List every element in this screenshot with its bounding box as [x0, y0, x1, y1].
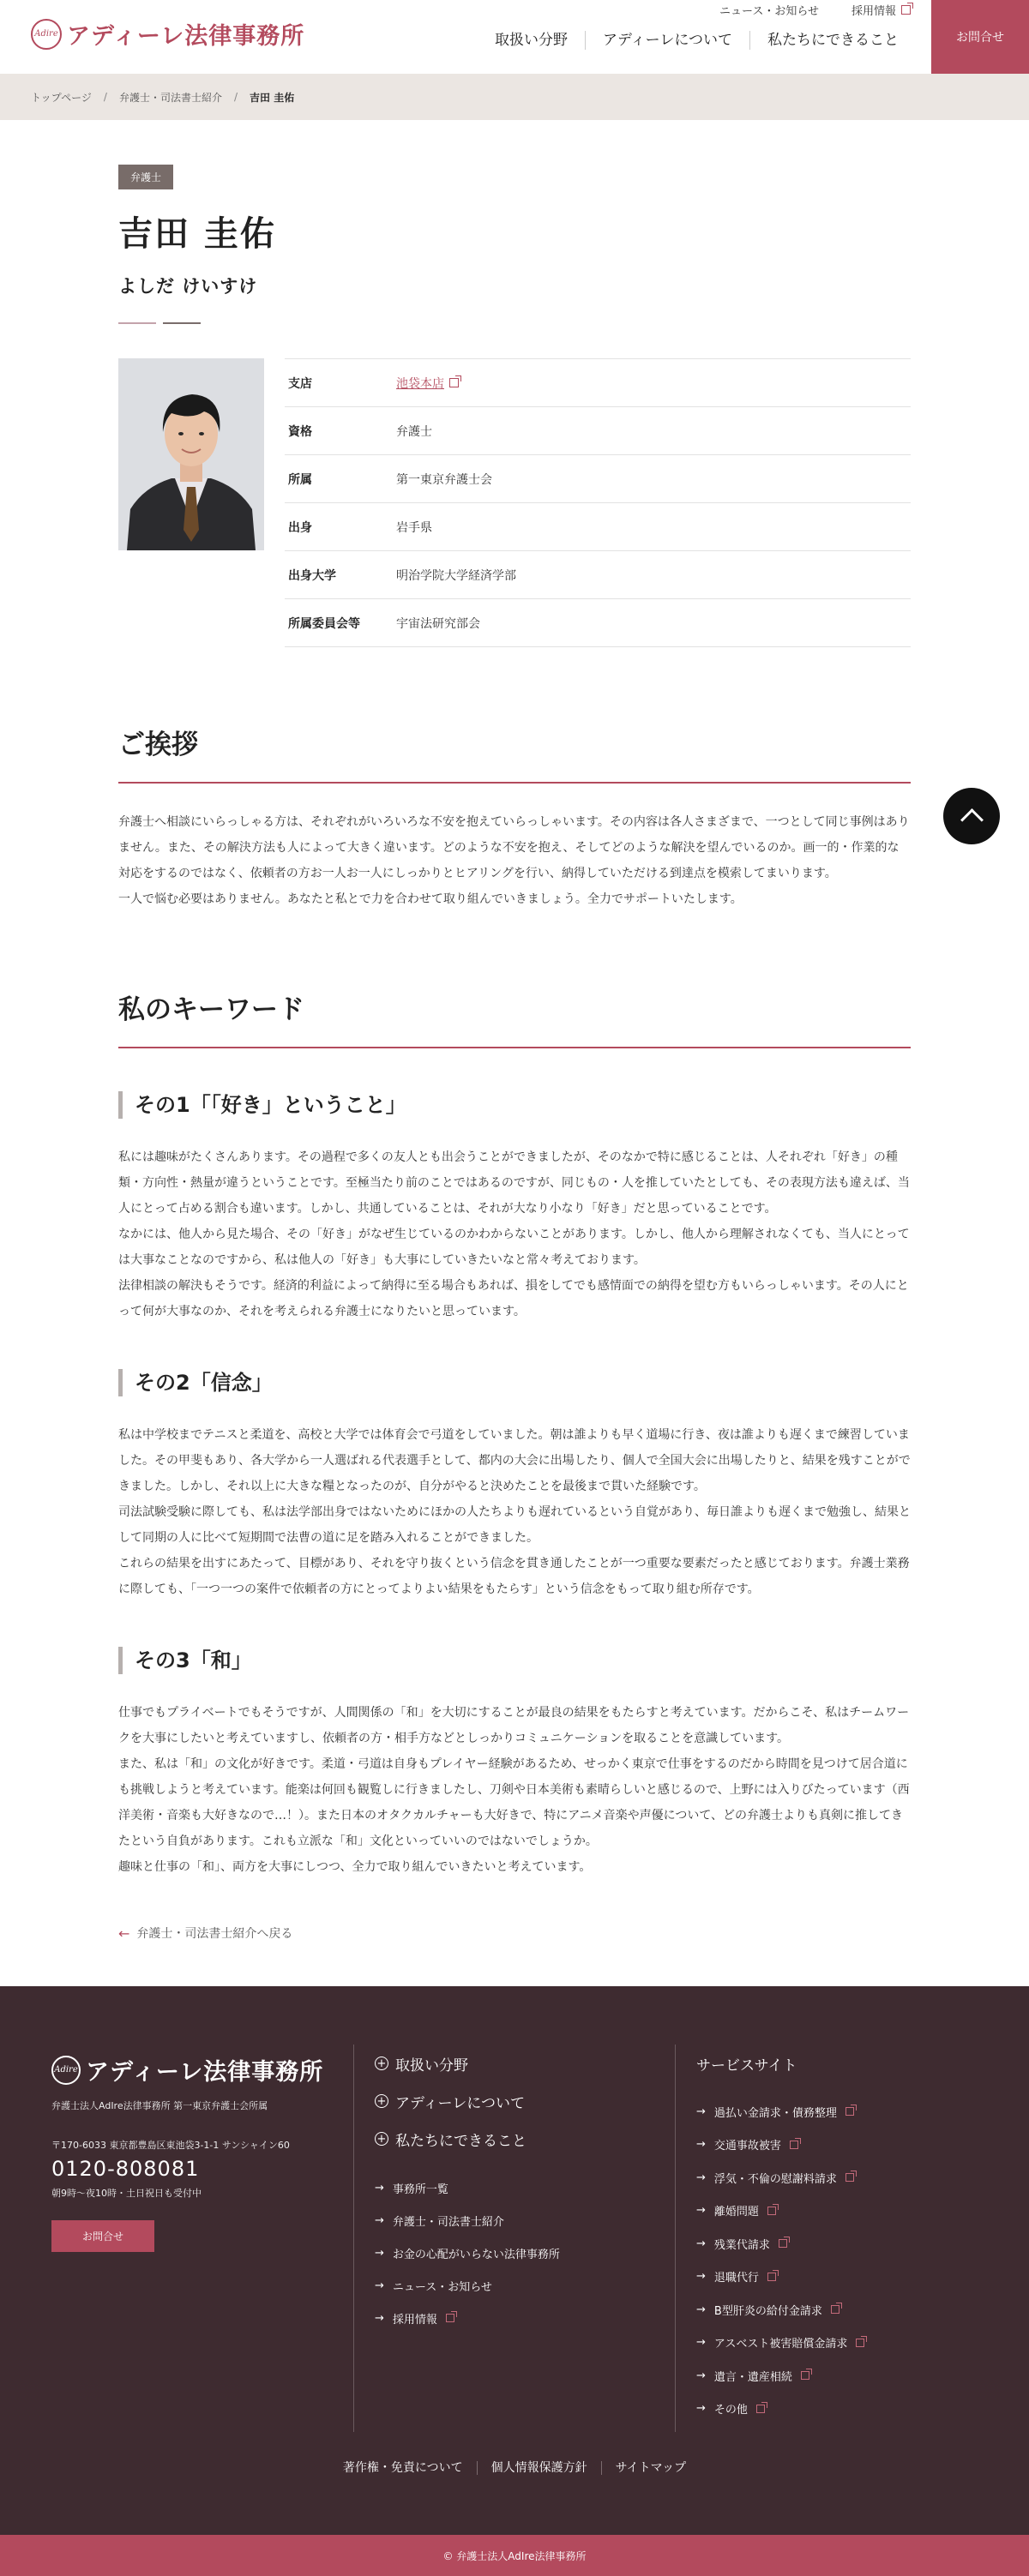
service-link-3[interactable]: → 離婚問題 [696, 2195, 971, 2228]
lawyer-name-kana: よしだ けいすけ [118, 276, 258, 297]
arrow-right-icon: → [696, 2303, 706, 2316]
main-content [118, 120, 911, 1942]
keyword-title-1: その1「「好き」ということ」 [118, 1091, 911, 1119]
plus-circle-icon: + [375, 2094, 388, 2108]
breadcrumb-separator: / [233, 91, 238, 103]
plus-circle-icon: + [375, 2057, 388, 2070]
arrow-right-icon: → [375, 2213, 384, 2227]
service-link-9[interactable]: → その他 [696, 2393, 971, 2426]
nav-item-about[interactable]: アディーレについて [585, 31, 749, 50]
external-link-icon [449, 378, 459, 387]
external-link-icon [856, 2339, 864, 2347]
arrow-right-icon: → [375, 2181, 384, 2195]
external-link-icon [801, 2371, 809, 2380]
external-link-icon [756, 2405, 765, 2413]
arrow-right-icon: → [696, 2369, 706, 2382]
lawyer-name: 吉田 圭佑 [118, 214, 276, 254]
back-to-lawyers-link[interactable]: ← 弁護士・司法書士紹介へ戻る [118, 1924, 293, 1942]
footer-link-services[interactable]: + 私たちにできること [375, 2120, 675, 2158]
util-link-recruit[interactable]: 採用情報 [851, 2, 911, 18]
arrow-right-icon: → [375, 2279, 384, 2292]
profile-row-affiliation: 所属 第一東京弁護士会 [285, 455, 911, 503]
arrow-right-icon: → [696, 2336, 706, 2350]
arrow-right-icon: → [696, 2105, 706, 2118]
keyword-body-3: 仕事でもプライベートでもそうですが、人間関係の「和」を大切にすることが最良の結果をもたらすと考えています。だからこそ、私はチームワークを大事にしたいと考えていますし、依頼者の方・相手方などとしっかりコミュニケーションを取ることを意識しています。 また、私は「和」の文化が好きです。柔道・弓道は自身もプレイヤー経験があるため、せっかく東京で仕事をするのだから時間を見つけて居合道にも挑戦しようと考えています。能楽は何回も観覧しに行きましたし、刀剣や日本美術も素晴らしいと感じるので、上野には入りびたっています（西洋美術・音楽も大好きなので…！）。また日本のオタクカルチャーも大好きで、特にアニメ音楽や声優について、どの弁護士よりも真剣に推してきたという自負があります。これも立派な「和」文化といっていいのではないでしょうか。 趣味と仕事の「和」、両方を大事にしつつ、全力で取り組んでいきたいと考えています。 [118, 1706, 910, 1874]
keyword-title-3: その3「和」 [118, 1647, 911, 1674]
external-link-icon [845, 2173, 854, 2182]
header-contact-button[interactable]: お問合せ [931, 0, 1029, 74]
breadcrumb-separator: / [103, 91, 107, 103]
lawyer-photo [118, 358, 264, 550]
service-link-5[interactable]: → 退職代行 [696, 2261, 971, 2294]
scroll-to-top-button[interactable] [943, 788, 1000, 844]
arrow-right-icon: → [696, 2204, 706, 2218]
logo-mark-icon: Adire [31, 19, 62, 50]
keyword-body-1: 私には趣味がたくさんあります。その過程で多くの友人とも出会うことができましたが、そのなかで特に感じることは、人それぞれ「好き」の種類・方向性・熱量が違うということです。至極当たり前のことではあるのですが、同じもの・人を推していたとしても、その表現方法も違えば、当人にとって占める割合も違います。しかし、共通していることは、それが大なり小なり「好き」だと思っていることです。 なかには、他人から見た場合、その「好き」がなぜ生じているのかわからないことがあります。しかし、他人から理解されなくても、当人にとっては大事なことなのですから、私は他人の「好き」も大事にしていきたいなと常々考えております。 法律相談の解決もそうです。経済的利益によって納得に至る場合もあれば、損をしてでも感情面での納得を望む方もいらっしゃいます。その人にとって何が大事なのか、それを考えられる弁護士になりたいと思っています。 [118, 1150, 910, 1318]
external-link-icon [901, 5, 911, 15]
service-link-8[interactable]: → 遺言・遺産相続 [696, 2359, 971, 2393]
logo-mark-icon: Adire [51, 2056, 81, 2085]
footer-link-about[interactable]: + アディーレについて [375, 2082, 675, 2120]
arrow-left-icon: ← [118, 1924, 130, 1942]
external-link-icon [767, 2207, 776, 2215]
service-link-2[interactable]: → 浮気・不倫の慰謝料請求 [696, 2161, 971, 2195]
arrow-right-icon: → [696, 2171, 706, 2184]
service-link-0[interactable]: → 過払い金請求・債務整理 [696, 2095, 971, 2129]
external-link-icon [767, 2273, 776, 2281]
breadcrumb-current: 吉田 圭佑 [250, 91, 295, 104]
profile-row-university: 出身大学 明治学院大学経済学部 [285, 551, 911, 599]
keyword-title-2: その2「信念」 [118, 1369, 911, 1396]
footer-link-offices[interactable]: → 事務所一覧 [375, 2181, 448, 2196]
arrow-right-icon: → [375, 2311, 384, 2325]
footer-link-privacy[interactable]: 個人情報保護方針 [477, 2461, 601, 2475]
profile-row-committee: 所属委員会等 宇宙法研究部会 [285, 599, 911, 647]
external-link-icon [446, 2314, 454, 2322]
main-nav [478, 31, 916, 50]
service-link-1[interactable]: → 交通事故被害 [696, 2129, 971, 2162]
external-link-icon [845, 2107, 854, 2116]
greeting-title: ご挨拶 [118, 723, 911, 784]
service-link-4[interactable]: → 残業代請求 [696, 2227, 971, 2261]
footer-phone[interactable]: 0120-808081 [51, 2157, 200, 2181]
footer-link-copyright-disclaimer[interactable]: 著作権・免責について [342, 2461, 463, 2475]
nav-item-services[interactable]: 私たちにできること [749, 31, 916, 50]
role-badge: 弁護士 [118, 165, 173, 189]
arrow-right-icon: → [696, 2138, 706, 2152]
keywords-title: 私のキーワード [118, 988, 911, 1048]
greeting-body: 弁護士へ相談にいらっしゃる方は、それぞれがいろいろな不安を抱えていらっしゃいます。その内容は各人さまざまで、一つとして同じ事例はありません。また、その解決方法も人によって大きく違います。どのような不安を抱え、そしてどのような解決を望んでいるのか。画一的・作業的な対応をするのではなく、依頼者の方お一人お一人にしっかりとヒアリングを行い、納得していただける到達点を模索してまいります。 一人で悩む必要はありません。あなたと私とで力を合わせて取り組んでいきましょう。全力でサポートいたします。 [118, 815, 910, 906]
profile-section [118, 358, 911, 647]
arrow-right-icon: → [696, 2270, 706, 2284]
footer-link-practice-areas[interactable]: + 取扱い分野 [375, 2045, 675, 2082]
footer-corp-name: 弁護士法人AdIre法律事務所 第一東京弁護士会所属 [51, 2100, 268, 2111]
service-link-7[interactable]: → アスベスト被害賠償金請求 [696, 2327, 971, 2360]
branch-link[interactable]: 池袋本店 [396, 375, 459, 392]
footer-link-news[interactable]: → ニュース・お知らせ [375, 2279, 492, 2294]
footer-link-no-money-worry[interactable]: → お金の心配がいらない法律事務所 [375, 2246, 560, 2261]
arrow-right-icon: → [696, 2237, 706, 2250]
external-link-icon [831, 2305, 839, 2314]
footer-sub-links [375, 2171, 675, 2334]
breadcrumb [0, 74, 1029, 120]
external-link-icon [790, 2141, 798, 2149]
title-decoration [118, 322, 911, 324]
arrow-right-icon: → [375, 2246, 384, 2260]
footer-contact-button[interactable]: お問合せ [51, 2220, 154, 2252]
profile-table [285, 358, 911, 647]
arrow-right-icon: → [696, 2402, 706, 2416]
breadcrumb-lawyers[interactable]: 弁護士・司法書士紹介 [118, 91, 222, 104]
keyword-body-2: 私は中学校までテニスと柔道を、高校と大学では体育会で弓道をしていました。朝は誰よりも早く道場に行き、夜は誰よりも遅くまで練習していました。その甲斐もあり、各大学から一人選ばれる代表選手として、都内の大会に出場したり、個人で全国大会に出場したりと、結果を残すことができました。しかし、それ以上に大きな糧となったのが、自分がやると決めたことを最後まで貫いた経験です。 司法試験受験に際しても、私は法学部出身ではないためにほかの人たちよりも遅れているという自覚があり、毎日誰よりも遅くまで勉強し、結果として同期の人に比べて短期間で法曹の道に足を踏み入れることができました。 これらの結果を出すにあたって、目標があり、それを守り抜くという信念を貫き通したことが一つ重要な要素だったと感じております。弁護士業務に際しても、「一つ一つの案件で依頼者の方にとってよりよい結果をもたらす」という信念をもって取り組む所存です。 [118, 1428, 911, 1596]
external-link-icon [779, 2239, 787, 2248]
util-link-news[interactable]: ニュース・お知らせ [719, 5, 819, 18]
site-footer [0, 1986, 1029, 2535]
profile-row-hometown: 出身 岩手県 [285, 503, 911, 551]
footer-site-links [353, 2045, 676, 2432]
footer-address: 〒170-6033 東京都豊島区東池袋3-1-1 サンシャイン60 [51, 2140, 290, 2151]
footer-company-info [51, 2053, 326, 2252]
profile-row-branch: 支店 池袋本店 [285, 359, 911, 407]
service-link-6[interactable]: → B型肝炎の給付金請求 [696, 2293, 971, 2327]
footer-bottom-links [0, 2461, 1029, 2475]
profile-row-qualification: 資格 弁護士 [285, 407, 911, 455]
service-sites-title: サービスサイト [696, 2057, 797, 2075]
utility-nav [719, 2, 911, 18]
site-logo[interactable] [31, 17, 304, 51]
footer-logo[interactable]: Adire アディーレ法律事務所 [51, 2053, 326, 2087]
footer-link-sitemap[interactable]: サイトマップ [601, 2461, 700, 2475]
footer-service-sites [696, 2053, 971, 2425]
nav-item-practice-areas[interactable]: 取扱い分野 [495, 32, 569, 49]
copyright-bar: © 弁護士法人AdIre法律事務所 [0, 2535, 1029, 2576]
footer-link-recruit[interactable]: → 採用情報 [375, 2302, 675, 2334]
portrait-illustration [118, 358, 264, 550]
logo-text: アディーレ法律事務所 [67, 23, 305, 50]
site-header [0, 0, 1029, 74]
footer-link-lawyers[interactable]: → 弁護士・司法書士紹介 [375, 2213, 504, 2229]
plus-circle-icon: + [375, 2132, 388, 2146]
breadcrumb-home[interactable]: トップページ [31, 91, 92, 104]
footer-hours: 朝9時〜夜10時・土日祝日も受付中 [51, 2188, 202, 2199]
